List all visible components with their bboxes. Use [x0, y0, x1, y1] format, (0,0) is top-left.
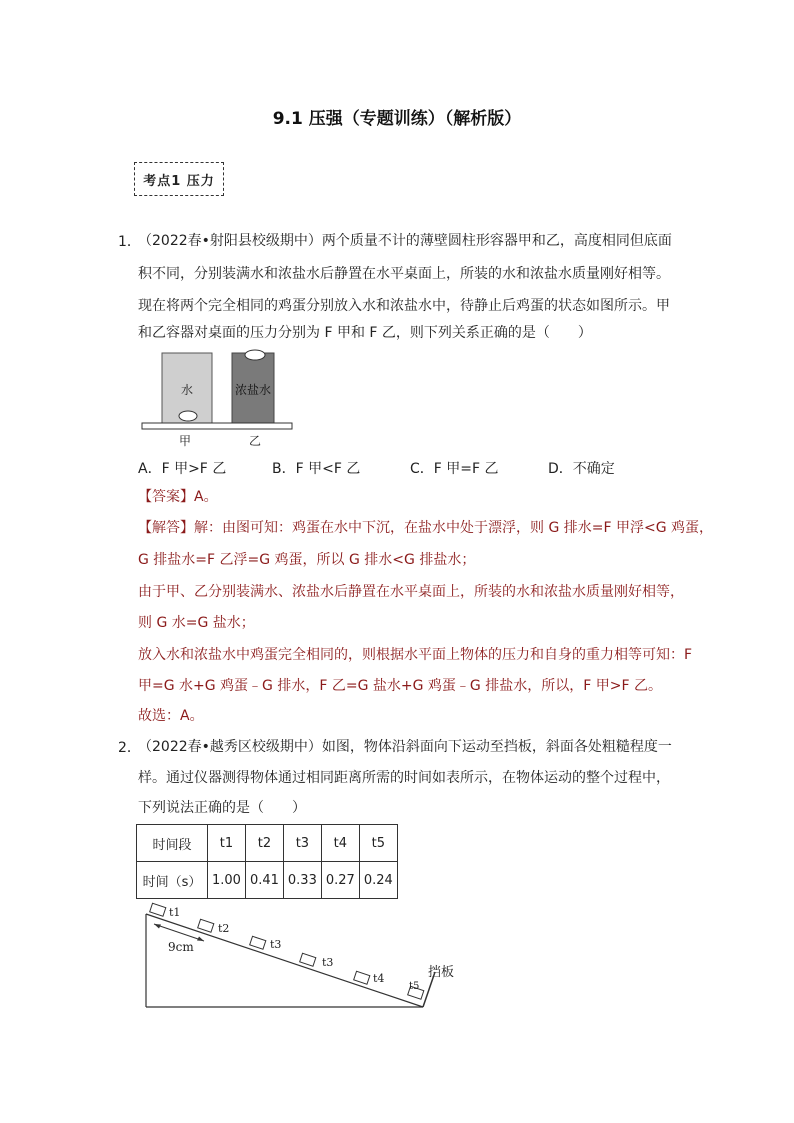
- q1-number: 1．: [118, 234, 141, 250]
- table-cell: 0.41: [245, 862, 283, 899]
- table-cell: 时间（s）: [137, 862, 208, 899]
- q1-analysis-3: 由于甲、乙分别装满水、浓盐水后静置在水平桌面上，所装的水和浓盐水质量刚好相等，: [138, 584, 684, 600]
- q2-figure-incline: [138, 900, 468, 1012]
- table-header-cell: t4: [321, 825, 359, 862]
- table-top: [142, 423, 292, 429]
- block-5: [354, 971, 370, 984]
- q2-line-3: 下列说法正确的是（ ）: [138, 800, 306, 816]
- incline-slope: [146, 914, 423, 1007]
- q1-line-2: 积不同，分别装满水和浓盐水后静置在水平桌面上，所装的水和浓盐水质量刚好相等。: [138, 266, 670, 282]
- table-header-cell: t1: [208, 825, 246, 862]
- label-jia: 甲: [178, 434, 192, 448]
- q1-analysis-2: G 排盐水=F 乙浮=G 鸡蛋，所以 G 排水<G 排盐水；: [138, 552, 476, 568]
- table-row: [137, 862, 398, 899]
- block-3: [250, 936, 266, 949]
- label-water: 水: [180, 383, 194, 397]
- q1-option-c[interactable]: C．F 甲=F 乙: [410, 461, 499, 477]
- distance-arrow: [154, 924, 204, 941]
- table-cell: 1.00: [208, 862, 246, 899]
- label-t3b: t3: [322, 956, 334, 969]
- q2-number: 2．: [118, 740, 141, 756]
- label-brine: 浓盐水: [234, 383, 272, 397]
- page-title: 9.1 压强（专题训练）（解析版）: [272, 109, 522, 129]
- block-4: [300, 953, 316, 966]
- q1-line-1: （2022春•射阳县校级期中）两个质量不计的薄壁圆柱形容器甲和乙，高度相同但底面: [138, 233, 672, 249]
- egg-floating: [245, 350, 265, 360]
- label-t4: t4: [373, 972, 385, 985]
- table-cell: 0.33: [283, 862, 321, 899]
- section-heading: 考点1 压力: [143, 173, 215, 189]
- section-heading-box: [134, 162, 224, 196]
- table-header-cell: t3: [283, 825, 321, 862]
- label-t1: t1: [169, 906, 181, 919]
- q1-line-3: 现在将两个完全相同的鸡蛋分别放入水和浓盐水中，待静止后鸡蛋的状态如图所示。甲: [138, 298, 670, 314]
- table-header-cell: t5: [359, 825, 397, 862]
- label-t3a: t3: [270, 938, 282, 951]
- label-yi: 乙: [248, 434, 262, 448]
- table-header-cell: t2: [245, 825, 283, 862]
- q1-option-d[interactable]: D．不确定: [548, 461, 615, 477]
- block-1: [150, 903, 166, 916]
- egg-sunk: [179, 411, 197, 421]
- table-cell: 0.24: [359, 862, 397, 899]
- label-t2: t2: [218, 922, 230, 935]
- q2-line-1: （2022春•越秀区校级期中）如图，物体沿斜面向下运动至挡板，斜面各处粗糙程度一: [138, 739, 672, 755]
- label-board: 挡板: [428, 965, 455, 980]
- q1-analysis-6: 甲=G 水+G 鸡蛋﹣G 排水，F 乙=G 盐水+G 鸡蛋﹣G 排盐水，所以，F 甲>F 乙。: [138, 678, 662, 694]
- label-distance: 9cm: [168, 940, 194, 954]
- q1-option-b[interactable]: B．F 甲<F 乙: [272, 461, 361, 477]
- label-t5: t5: [409, 981, 420, 992]
- table-row: [137, 825, 398, 862]
- q2-time-table: [136, 824, 398, 899]
- q1-analysis-4: 则 G 水=G 盐水；: [138, 615, 255, 631]
- q1-answer: 【答案】A。: [138, 489, 218, 505]
- table-cell: 0.27: [321, 862, 359, 899]
- table-header-cell: 时间段: [137, 825, 208, 862]
- q1-figure-containers: [138, 345, 298, 450]
- q1-line-4: 和乙容器对桌面的压力分别为 F 甲和 F 乙，则下列关系正确的是（ ）: [138, 325, 592, 341]
- q1-option-a[interactable]: A．F 甲>F 乙: [138, 461, 227, 477]
- q2-line-2: 样。通过仪器测得物体通过相同距离所需的时间如表所示，在物体运动的整个过程中，: [138, 770, 670, 786]
- block-2: [198, 919, 214, 932]
- q1-analysis-7: 故选：A。: [138, 708, 204, 724]
- q1-analysis-5: 放入水和浓盐水中鸡蛋完全相同的，则根据水平面上物体的压力和自身的重力相等可知：F: [138, 647, 693, 663]
- q1-analysis-1: 【解答】解：由图可知：鸡蛋在水中下沉，在盐水中处于漂浮，则 G 排水=F 甲浮<G 鸡蛋，: [138, 520, 714, 536]
